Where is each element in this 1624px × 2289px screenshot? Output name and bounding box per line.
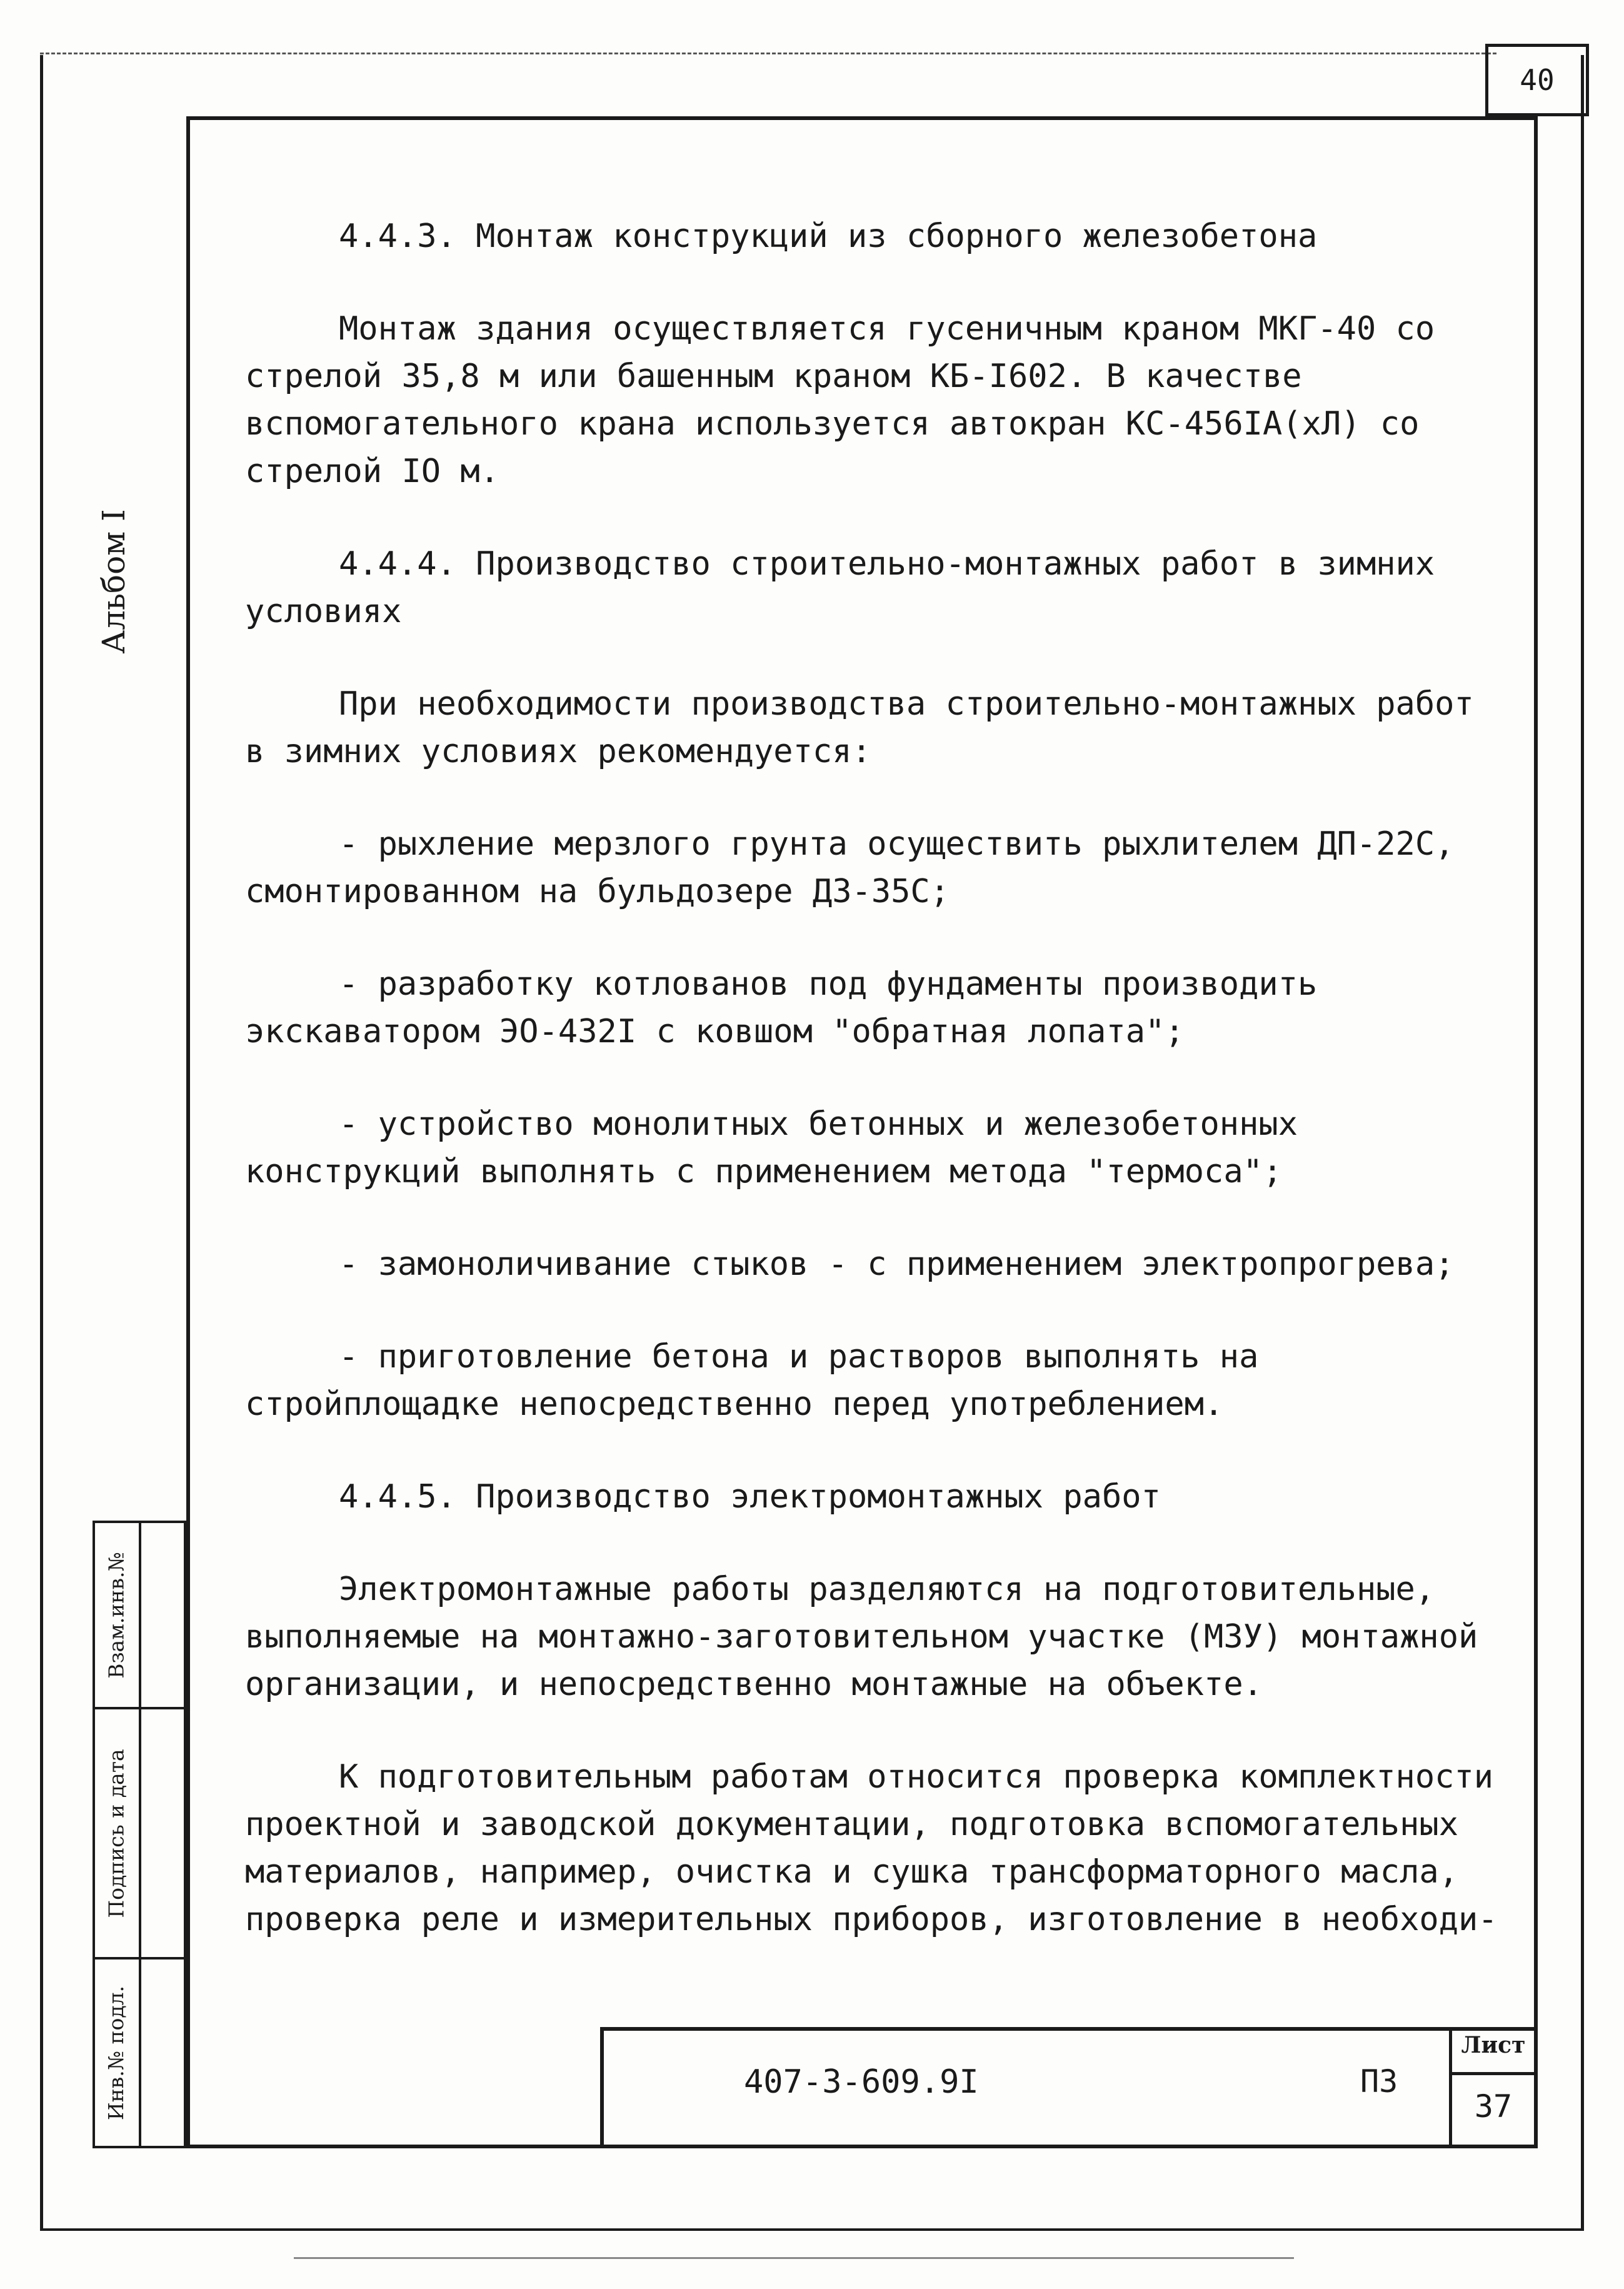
section-heading: 4.4.4. Производство строительно-монтажных работ в зимних условиях [245,545,1435,630]
stamp-label-replacement-text: Взам.инв.№ [104,1551,129,1679]
bottom-line [294,2257,1294,2259]
document-code: 407-3-609.9I [744,2063,979,2101]
section-heading: 4.4.3. Монтаж конструкций из сборного железобетона [339,218,1318,255]
side-stamp-divider [139,1521,141,2148]
list-item: - разработку котлованов под фундаменты производить экскаватором ЭО-432I с ковшом "обратная лопата"; [245,965,1318,1050]
top-dashed-line [40,53,1496,54]
stamp-label-original-inventory [94,1959,139,2146]
album-label [51,488,176,675]
section-code: ПЗ [1360,2063,1398,2100]
list-item: - устройство монолитных бетонных и железобетонных конструкций выполнять с применением метода "термоса"; [245,1105,1298,1190]
paragraph: Монтаж здания осуществляется гусеничным краном МКГ-40 со стрелой 35,8 м или башенным краном КБ-I602. В качестве вспомогательного крана используется автокран КС-456IА(хЛ) со стрелой IО м. [245,310,1435,490]
page-number: 40 [1485,44,1589,116]
sheet-number: 37 [1474,2088,1513,2125]
list-item: - рыхление мерзлого грунта осуществить рыхлителем ДП-22С, смонтированном на бульдозере ДЗ-35С; [245,825,1455,910]
document-body [245,213,1508,1988]
paragraph: Электромонтажные работы разделяются на подготовительные, выполняемые на монтажно-заготовительном участке (МЗУ) монтажной организации, и непосредственно монтажные на объекте. [245,1571,1478,1703]
album-label-text: Альбом I [96,509,132,654]
list-item: - замоноличивание стыков - с применением электропрогрева; [339,1245,1455,1283]
stamp-label-signature-date-text: Подпись и дата [104,1748,129,1918]
section-heading: 4.4.5. Производство электромонтажных работ [339,1478,1161,1516]
list-item: - приготовление бетона и растворов выполнять на стройплощадке непосредственно перед употреблением. [245,1338,1259,1423]
sheet-box-divider [1449,2072,1538,2075]
stamp-label-signature-date [94,1709,139,1957]
paragraph: При необходимости производства строительно-монтажных работ в зимних условиях рекомендуется: [245,685,1474,770]
paragraph: К подготовительным работам относится проверка комплектности проектной и заводской документации, подготовка вспомогательных материалов, например, очистка и сушка трансформаторного масла, проверка реле и измерительных приборов, изготовление в необходи- [245,1758,1498,1938]
stamp-label-replacement [94,1523,139,1707]
sheet-label: Лист [1461,2032,1526,2058]
stamp-label-original-inventory-text: Инв.№ подл. [104,1985,129,2120]
